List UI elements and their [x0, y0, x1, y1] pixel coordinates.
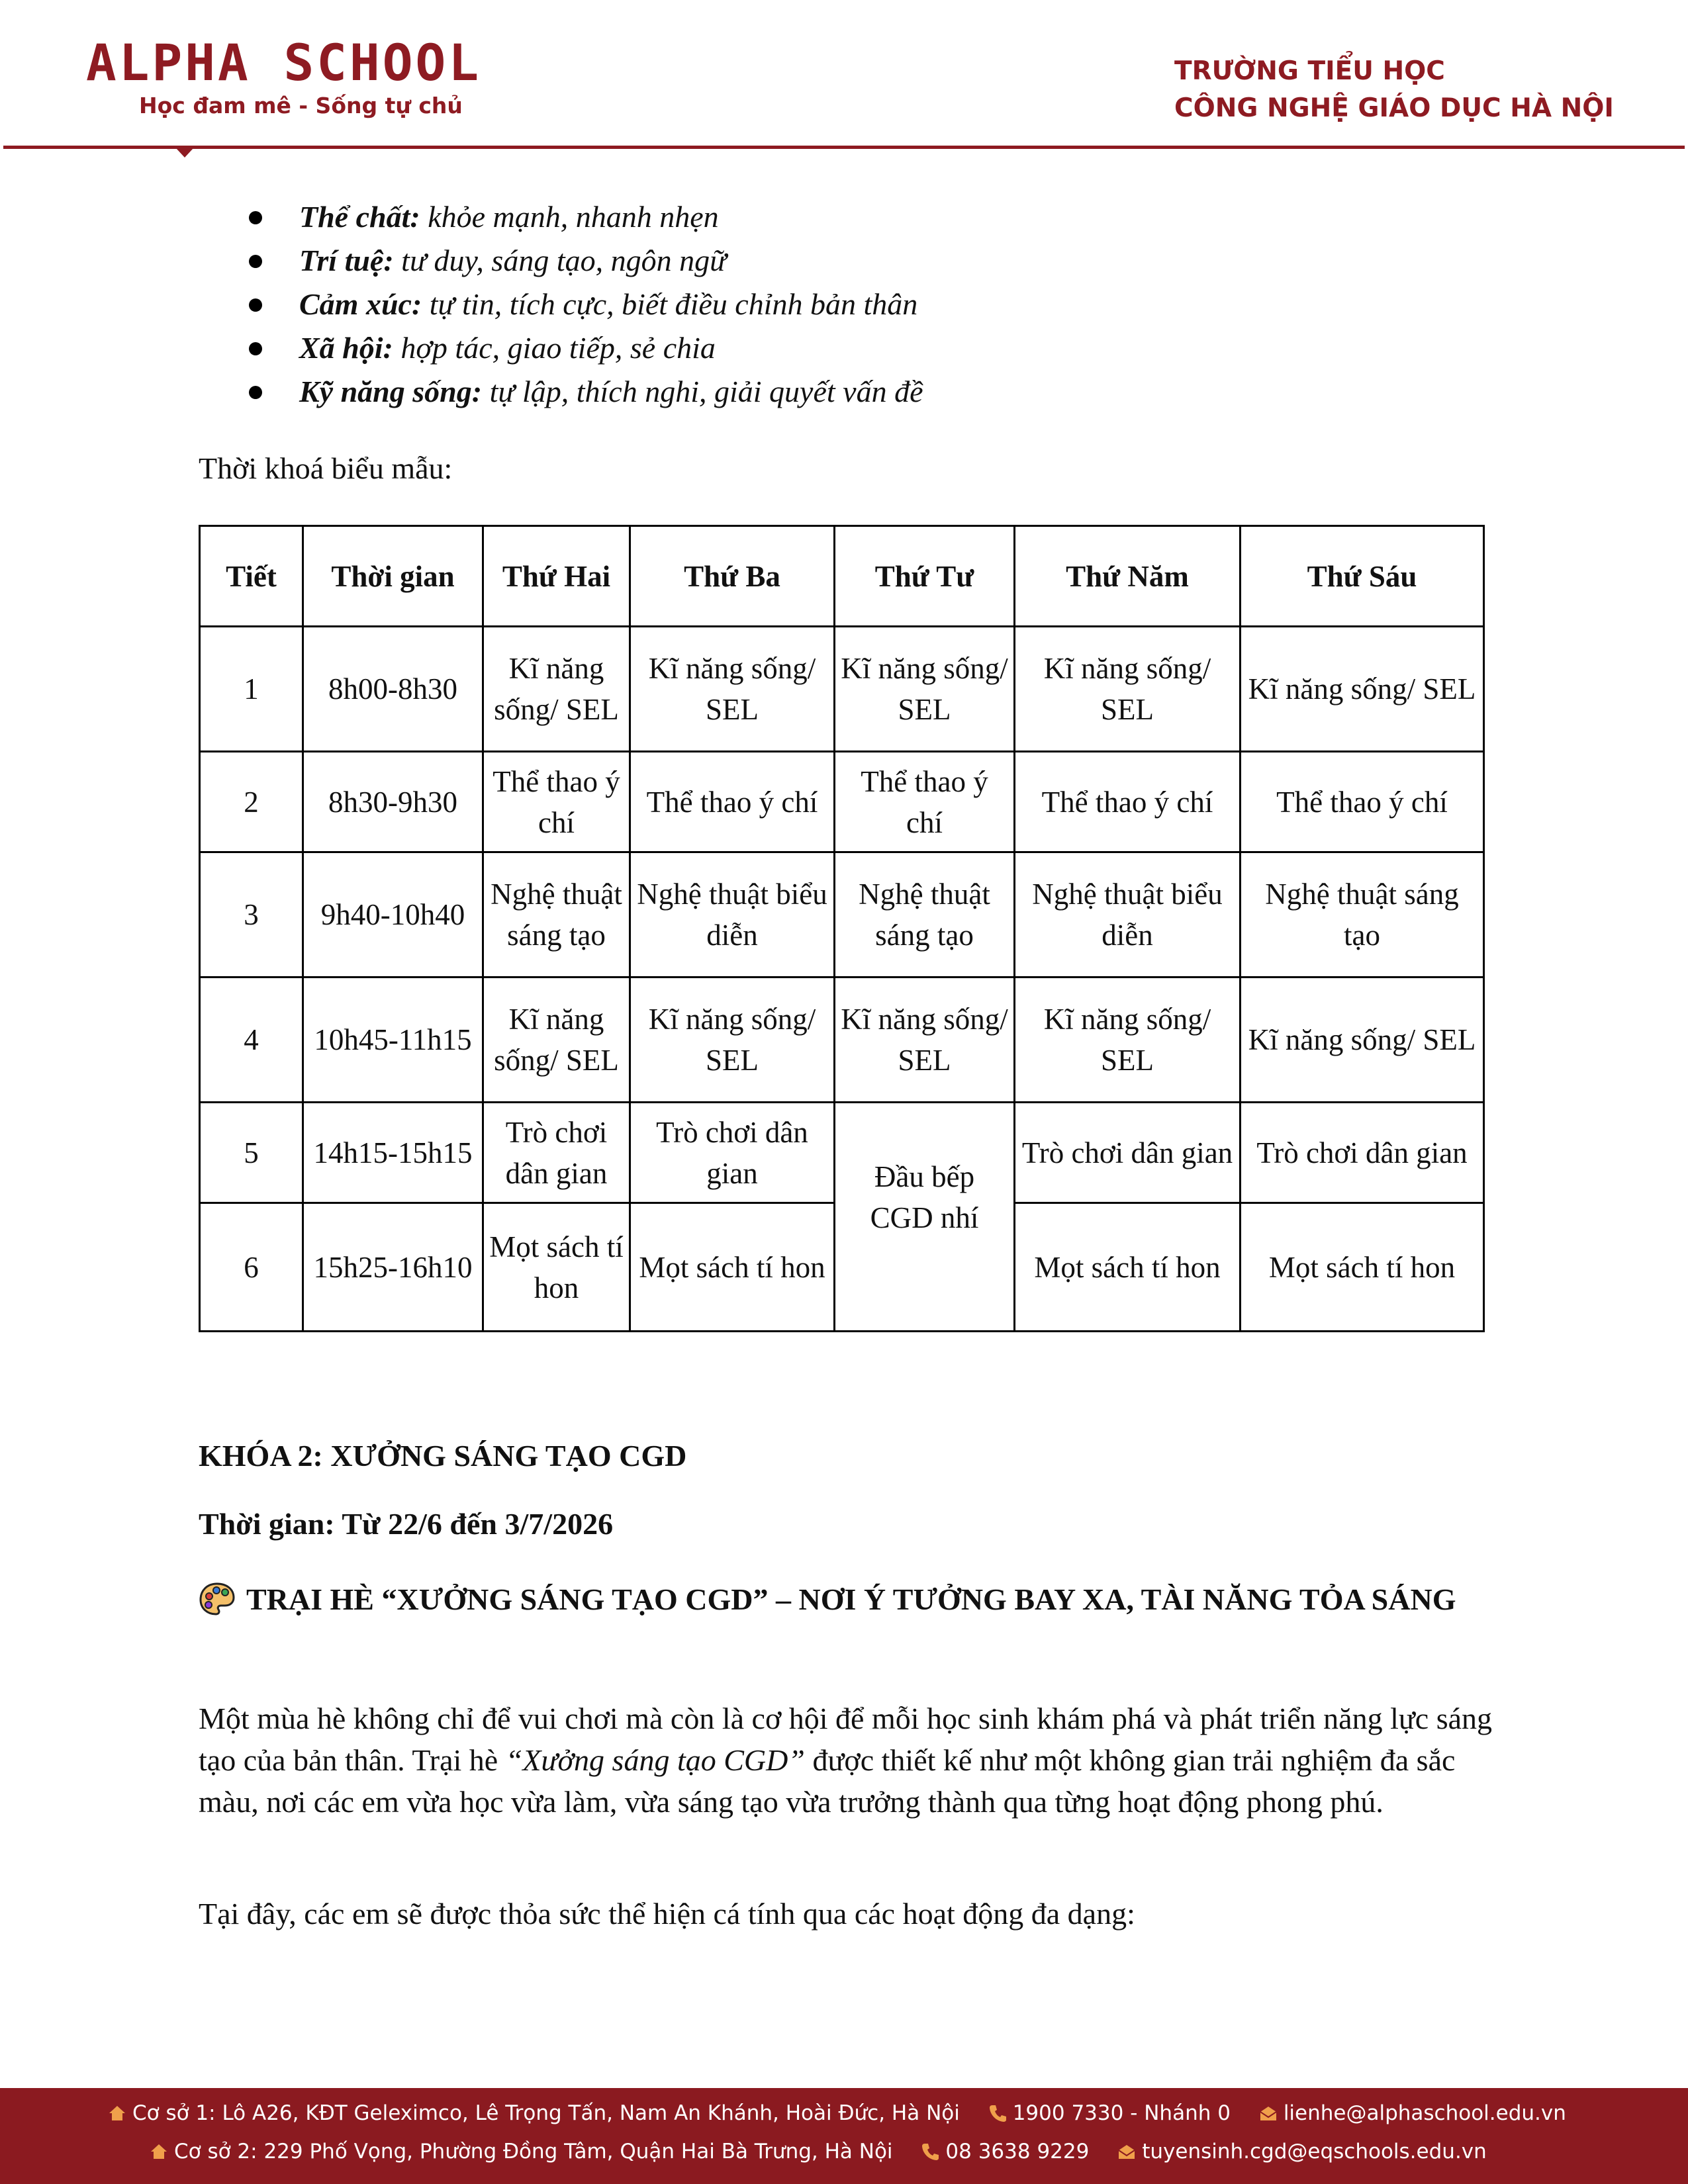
logo-tagline: Học đam mê - Sống tự chủ	[139, 93, 463, 118]
logo-title: ALPHA SCHOOL	[86, 33, 482, 92]
mail-icon	[1117, 2142, 1137, 2161]
cell-wed-merged: Đầu bếp CGD nhí	[835, 1103, 1015, 1332]
bullet-icon	[249, 386, 262, 399]
cell-thu: Thể thao ý chí	[1015, 752, 1241, 852]
footer-row-campus-1	[107, 2101, 1587, 2125]
development-goals-list	[199, 195, 923, 414]
cell-wed: Kĩ năng sống/ SEL	[835, 978, 1015, 1103]
cell-mon: Nghệ thuật sáng tạo	[483, 852, 630, 978]
course-2-time: Thời gian: Từ 22/6 đến 3/7/2026	[199, 1507, 614, 1541]
bullet-icon	[249, 211, 262, 224]
sample-timetable	[199, 525, 1485, 1332]
col-header-tue: Thứ Ba	[630, 526, 835, 627]
table-row	[200, 1103, 1484, 1203]
footer-address-2: Cơ sở 2: 229 Phố Vọng, Phường Đồng Tâm, Quận Hai Bà Trưng, Hà Nội	[149, 2140, 893, 2163]
palette-icon	[199, 1582, 236, 1616]
page-footer	[0, 2088, 1688, 2184]
cell-tiet: 1	[200, 627, 303, 752]
cell-fri: Mọt sách tí hon	[1241, 1203, 1484, 1332]
table-row	[200, 978, 1484, 1103]
cell-thu: Mọt sách tí hon	[1015, 1203, 1241, 1332]
col-header-mon: Thứ Hai	[483, 526, 630, 627]
list-item: Thể chất: khỏe mạnh, nhanh nhẹn	[199, 195, 923, 239]
page-header	[0, 0, 1688, 159]
cell-fri: Kĩ năng sống/ SEL	[1241, 627, 1484, 752]
cell-time: 8h00-8h30	[303, 627, 483, 752]
cell-tiet: 5	[200, 1103, 303, 1203]
footer-phone-1: 1900 7330 - Nhánh 0	[988, 2101, 1231, 2125]
home-icon	[107, 2103, 127, 2123]
cell-time: 10h45-11h15	[303, 978, 483, 1103]
footer-row-campus-2	[149, 2140, 1508, 2163]
table-row	[200, 752, 1484, 852]
cell-tue: Nghệ thuật biểu diễn	[630, 852, 835, 978]
cell-tue: Kĩ năng sống/ SEL	[630, 978, 835, 1103]
footer-address-1: Cơ sở 1: Lô A26, KĐT Geleximco, Lê Trọng Tấn, Nam An Khánh, Hoài Đức, Hà Nội	[107, 2101, 960, 2125]
cell-wed: Kĩ năng sống/ SEL	[835, 627, 1015, 752]
cell-thu: Kĩ năng sống/ SEL	[1015, 627, 1241, 752]
cell-thu: Kĩ năng sống/ SEL	[1015, 978, 1241, 1103]
col-header-thu: Thứ Năm	[1015, 526, 1241, 627]
cell-mon: Kĩ năng sống/ SEL	[483, 627, 630, 752]
school-name-line2: CÔNG NGHỆ GIÁO DỤC HÀ NỘI	[1174, 93, 1614, 123]
cell-thu: Nghệ thuật biểu diễn	[1015, 852, 1241, 978]
col-header-fri: Thứ Sáu	[1241, 526, 1484, 627]
cell-thu: Trò chơi dân gian	[1015, 1103, 1241, 1203]
cell-time: 9h40-10h40	[303, 852, 483, 978]
header-notch-icon	[176, 148, 193, 158]
camp-title: TRẠI HÈ “XƯỞNG SÁNG TẠO CGD” – NƠI Ý TƯỞNG BAY XA, TÀI NĂNG TỎA SÁNG	[199, 1578, 1489, 1621]
bullet-icon	[249, 298, 262, 312]
cell-fri: Thể thao ý chí	[1241, 752, 1484, 852]
cell-time: 8h30-9h30	[303, 752, 483, 852]
cell-mon: Kĩ năng sống/ SEL	[483, 978, 630, 1103]
cell-time: 15h25-16h10	[303, 1203, 483, 1332]
camp-description: Một mùa hè không chỉ để vui chơi mà còn là cơ hội để mỗi học sinh khám phá và phát triển năng lực sáng tạo của bản thân. Trại hè “Xưởng sáng tạo CGD” được thiết kế như một không gian trải nghiệm đa sắc màu, nơi các em vừa học vừa làm, vừa sáng tạo vừa trưởng thành qua từng hoạt động phong phú.	[199, 1702, 1493, 1819]
header-divider	[3, 146, 1685, 149]
bullet-icon	[249, 342, 262, 355]
cell-fri: Nghệ thuật sáng tạo	[1241, 852, 1484, 978]
footer-email-2: tuyensinh.cgd@eqschools.edu.vn	[1117, 2140, 1487, 2163]
cell-mon: Thể thao ý chí	[483, 752, 630, 852]
phone-icon	[920, 2142, 940, 2161]
table-header-row	[200, 526, 1484, 627]
col-header-tiet: Tiết	[200, 526, 303, 627]
cell-time: 14h15-15h15	[303, 1103, 483, 1203]
col-header-time: Thời gian	[303, 526, 483, 627]
cell-wed: Nghệ thuật sáng tạo	[835, 852, 1015, 978]
footer-phone-2: 08 3638 9229	[920, 2140, 1089, 2163]
cell-tue: Trò chơi dân gian	[630, 1103, 835, 1203]
cell-wed: Thể thao ý chí	[835, 752, 1015, 852]
cell-mon: Trò chơi dân gian	[483, 1103, 630, 1203]
list-item: Xã hội: hợp tác, giao tiếp, sẻ chia	[199, 326, 923, 370]
activities-intro: Tại đây, các em sẽ được thỏa sức thể hiện cá tính qua các hoạt động đa dạng:	[199, 1897, 1135, 1931]
list-item: Cảm xúc: tự tin, tích cực, biết điều chỉnh bản thân	[199, 283, 923, 326]
course-2-title: KHÓA 2: XƯỞNG SÁNG TẠO CGD	[199, 1439, 687, 1473]
cell-fri: Kĩ năng sống/ SEL	[1241, 978, 1484, 1103]
phone-icon	[988, 2103, 1008, 2123]
col-header-wed: Thứ Tư	[835, 526, 1015, 627]
cell-tiet: 3	[200, 852, 303, 978]
cell-tue: Mọt sách tí hon	[630, 1203, 835, 1332]
school-name	[1174, 53, 1614, 127]
cell-tue: Thể thao ý chí	[630, 752, 835, 852]
cell-mon: Mọt sách tí hon	[483, 1203, 630, 1332]
table-row	[200, 627, 1484, 752]
school-name-line1: TRƯỜNG TIỂU HỌC	[1174, 56, 1445, 86]
list-item: Kỹ năng sống: tự lập, thích nghi, giải quyết vấn đề	[199, 370, 923, 414]
mail-icon	[1258, 2103, 1278, 2123]
cell-fri: Trò chơi dân gian	[1241, 1103, 1484, 1203]
table-row	[200, 852, 1484, 978]
home-icon	[149, 2142, 169, 2161]
bullet-icon	[249, 255, 262, 268]
timetable-intro: Thời khoá biểu mẫu:	[199, 451, 453, 485]
cell-tiet: 6	[200, 1203, 303, 1332]
cell-tue: Kĩ năng sống/ SEL	[630, 627, 835, 752]
cell-tiet: 4	[200, 978, 303, 1103]
footer-email-1: lienhe@alphaschool.edu.vn	[1258, 2101, 1566, 2125]
list-item: Trí tuệ: tư duy, sáng tạo, ngôn ngữ	[199, 239, 923, 283]
cell-tiet: 2	[200, 752, 303, 852]
